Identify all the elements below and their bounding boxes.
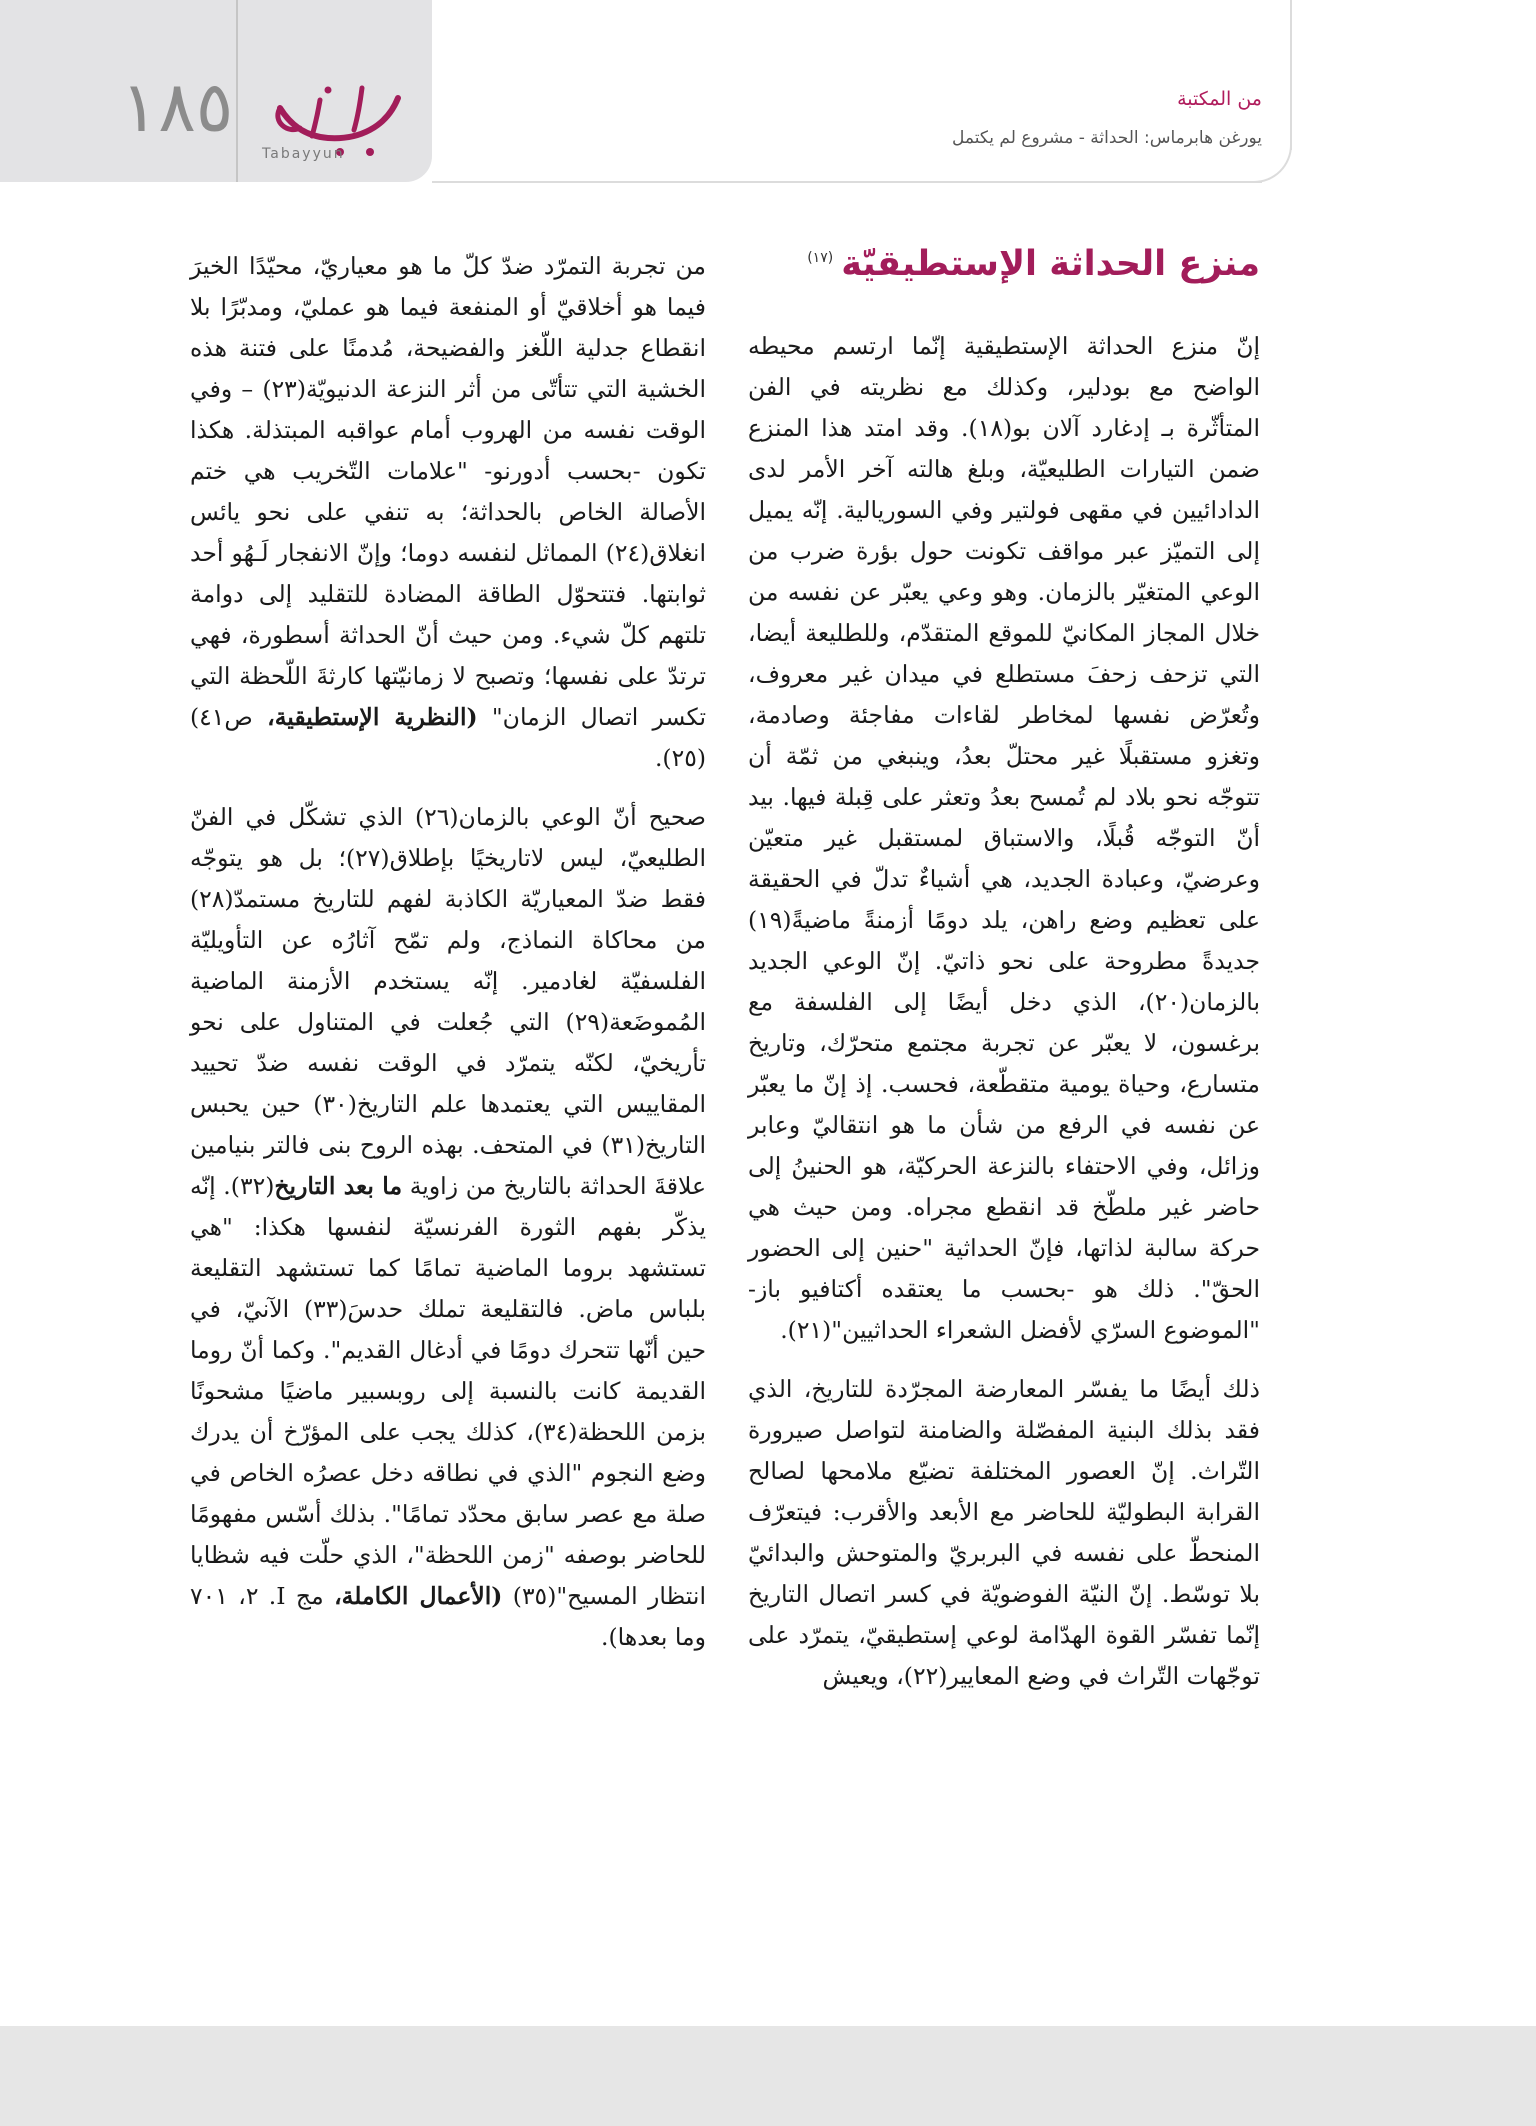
citation-title: (النظرية الإستطيقية، [267,703,478,731]
paragraph-text: من تجربة التمرّد ضدّ كلّ ما هو معياريّ، محيّدًا الخيرَ فيما هو أخلاقيّ أو المنفعة فيما هو عمليّ، ومدبّرًا بلا انقطاع جدلية اللّغز والفضيحة، مُدمنًا على فتنة هذه الخشية التي تتأتّى من أثر النزعة الدنيويّة(٢٣) – وفي الوقت نفسه من الهروب أمام عواقبه المبتذلة. هكذا تكون -بحسب أدورنو- "علامات التّخريب هي ختم الأصالة الخاص بالحداثة؛ به تنفي على نحو يائس انغلاق(٢٤) المماثل لنفسه دوما؛ وإنّ الانفجار لَـهُو أحد ثوابتها. فتتحوّل الطاقة المضادة للتقليد إلى دوامة تلتهم كلّ شيء. ومن حيث أنّ الحداثة أسطورة، فهي ترتدّ على نفسها؛ وتصبح لا زمانيّتها كارثةَ اللّحظة التي تكسر اتصال الزمان" [190,252,706,731]
heading-footnote: (١٧) [807,250,834,267]
citation-tail: مج I. ٢، ٧٠١ وما بعدها). [190,1582,706,1651]
paragraph-text: (٣٢). إنّه يذكّر بفهم الثورة الفرنسيّة لنفسها هكذا: "هي تستشهد بروما الماضية تمامًا كما تستشهد التقليعة بلباس ماض. فالتقليعة تملك حدسَ(٣٣) الآنيّ، في حين أنّها تتحرك دومًا في أدغال القديم". وكما أنّ روما القديمة كانت بالنسبة إلى روبسبير ماضيًا مشحونًا بزمن اللحظة(٣٤)، كذلك يجب على المؤرّخ أن يدرك وضع النجوم "الذي في نطاقه دخل عصرُه الخاص في صلة مع عصر سابق محدّد تمامًا". بذلك أسّس مفهومًا للحاضر بوصفه "زمن اللحظة"، الذي حلّت فيه شظايا انتظار المسيح"(٣٥) [190,1172,706,1610]
logo-latin-text: Tabayyun [262,146,345,162]
paragraph-text: صحيح أنّ الوعي بالزمان(٢٦) الذي تشكّل في الفنّ الطليعيّ، ليس لاتاريخيًا بإطلاق(٢٧)؛ بل هو يتوجّه فقط ضدّ المعياريّة الكاذبة لفهم للتاريخ مستمدّ(٢٨) من محاكاة النماذج، ولم تمّح آثارُه عن التأويليّة الفلسفيّة لغادمير. إنّه يستخدم الأزمنة الماضية المُموضَعة(٢٩) التي جُعلت في المتناول على نحو تأريخيّ، لكنّه يتمرّد في الوقت نفسه ضدّ تحييد المقاييس التي يعتمدها علم التاريخ(٣٠) حين يحبس التاريخ(٣١) في المتحف. بهذه الروح بنى فالتر بنيامين علاقةَ الحداثة بالتاريخ من زاوية [190,803,706,1200]
page-number: ١٨٥ [120,66,234,148]
bold-phrase: ما بعد التاريخ [274,1172,403,1200]
citation-title: (الأعمال الكاملة، [334,1582,503,1610]
paragraph [190,797,706,1658]
section-heading [807,244,1260,284]
article-title: يورغن هابرماس: الحداثة - مشروع لم يكتمل [952,128,1262,148]
paragraph: ذلك أيضًا ما يفسّر المعارضة المجرّدة للتاريخ، الذي فقد بذلك البنية المفصّلة والضامنة لتواصل صيرورة التّراث. إنّ العصور المختلفة تضيّع ملامحها لصالح القرابة البطوليّة للحاضر مع الأبعد والأقرب: فيتعرّف المنحطّ على نفسه في البربريّ والمتوحش والبدائيّ بلا توسّط. إنّ النيّة الفوضويّة في كسر اتصال التاريخ إنّما تفسّر القوة الهدّامة لوعي إستطيقيّ، يتمرّد على توجّهات التّراث في وضع المعايير(٢٢)، ويعيش [748,1375,1260,1690]
right-column [748,326,1260,1715]
heading-text: منزع الحداثة الإستطيقيّة [841,244,1260,284]
left-column [190,246,706,1676]
citation-tail: ص٤١)(٢٥). [190,703,706,772]
section-label: من المكتبة [1177,88,1262,110]
paragraph: إنّ منزع الحداثة الإستطيقية إنّما ارتسم محيطه الواضح مع بودلير، وكذلك مع نظريته في الفن المتأثّرة بـ إدغارد آلان بو(١٨). وقد امتد هذا المنزع ضمن التيارات الطليعيّة، وبلغ هالته آخر الأمر لدى الدادائيين في مقهى فولتير وفي السوريالية. إنّه يميل إلى التميّز عبر مواقف تكونت حول بؤرة ضرب من الوعي المتغيّر بالزمان. وهو وعي يعبّر عن نفسه من خلال المجاز المكانيّ للموقع المتقدّم، وللطليعة أيضا، التي تزحف زحفَ مستطلع في ميدان غير معروف، وتُعرّض نفسها لمخاطر لقاءات مفاجئة وصادمة، وتغزو مستقبلًا غير محتلّ بعدُ، وينبغي من ثمّة أن تتوجّه نحو بلاد لم تُمسح بعدُ وتعثر على قِبلة فيها. بيد أنّ التوجّه قُبلًا، والاستباق لمستقبل غير متعيّن وعرضيّ، وعبادة الجديد، هي أشياءٌ تدلّ في الحقيقة على تعظيم وضع راهن، يلد دومًا أزمنةً ماضيةً(١٩) جديدةً مطروحة على نحو ذاتيّ. إنّ الوعي الجديد بالزمان(٢٠)، الذي دخل أيضًا إلى الفلسفة مع برغسون، لا يعبّر عن تجربة مجتمع متحرّك، وتاريخ متسارع، وحياة يومية متقطّعة، فحسب. إذ إنّ ما يعبّر عن نفسه في الرفع من شأن ما هو انتقاليّ وعابر وزائل، وفي الاحتفاء بالنزعة الحركيّة، هو الحنينُ إلى حاضر غير ملطّخ قد انقطع مجراه. ومن حيث هي حركة سالبة لذاتها، فإنّ الحداثية "حنين إلى الحضور الحقّ". ذلك هو -بحسب ما يعتقده أكتافيو باز- "الموضوع السرّي لأفضل الشعراء الحداثيين"(٢١). [748,332,1261,1344]
footer-band [0,2026,1536,2126]
header-rule [432,181,1262,183]
paragraph [190,246,706,779]
